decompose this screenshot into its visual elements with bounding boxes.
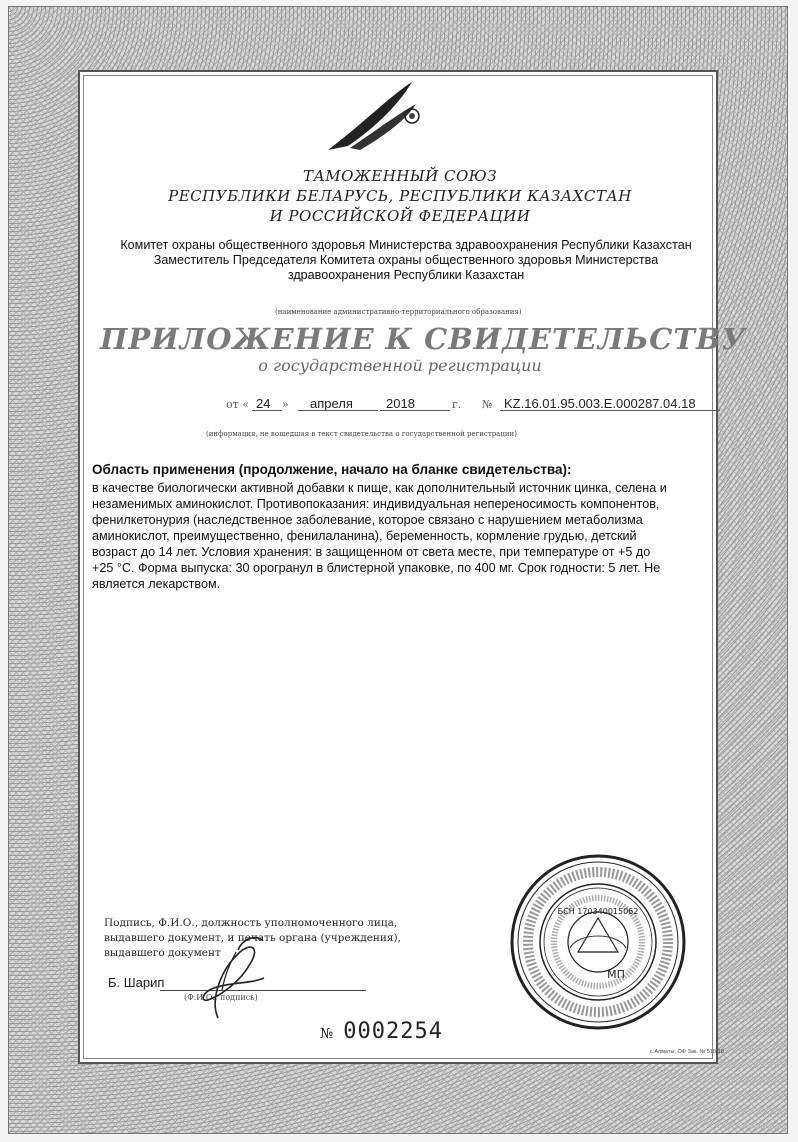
scope-line: незаменимых аминокислот. Противопоказания: индивидуальная непереносимость компонентов, xyxy=(92,497,660,511)
signature-field-caption: (Ф.И.О., подпись) xyxy=(184,993,258,1002)
registration-year: 2018 xyxy=(386,396,415,411)
month-underline xyxy=(298,410,378,411)
year-suffix: г. xyxy=(452,398,462,411)
registration-day: 24 xyxy=(256,396,271,411)
registration-month: апреля xyxy=(310,396,353,411)
handwritten-signature-icon xyxy=(180,930,280,1020)
committee-line-2: Заместитель Председателя Комитета охраны общественного здоровья Министерства xyxy=(153,253,659,267)
serial-value: 0002254 xyxy=(343,1019,443,1044)
scope-line: является лекарством. xyxy=(92,577,221,591)
number-underline xyxy=(500,410,720,411)
issuing-committee xyxy=(86,238,726,283)
day-underline xyxy=(252,410,282,411)
signer-name: Б. Шарип xyxy=(108,975,165,990)
signature-caption-line-3: выдавшего документ xyxy=(104,947,221,959)
scope-line: фенилкетонурия (наследственное заболевание, которое связано с нарушением метаболизма xyxy=(92,513,643,527)
date-from-label: от « xyxy=(226,398,249,411)
committee-line-3: здравоохранения Республики Казахстан xyxy=(287,268,525,282)
serial-number xyxy=(320,1018,443,1044)
year-underline xyxy=(380,410,450,411)
date-day-close: » xyxy=(282,398,289,411)
union-line-3: И РОССИЙСКОЙ ФЕДЕРАЦИИ xyxy=(269,207,531,225)
registration-number: KZ.16.01.95.003.Е.000287.04.18 xyxy=(504,396,696,411)
scope-line: в качестве биологически активной добавки к пище, как дополнительный источник цинка, селена и xyxy=(92,481,667,495)
document-subtitle: о государственной регистрации xyxy=(258,356,542,375)
signature-caption-line-2: выдавшего документ, и печать органа (учреждения), xyxy=(104,932,401,944)
registration-row xyxy=(200,394,720,414)
scope-line: аминокислот, преимущественно, фенилаланина), беременность, кормление грудью, детский xyxy=(92,529,637,543)
scope-line: +25 °С. Форма выпуска: 30 орогранул в блистерной упаковке, по 400 мг. Срок годности: 5 лет. Не xyxy=(92,561,661,575)
serial-label: № xyxy=(320,1026,334,1042)
seal-inner-code: БСН 170340015062 xyxy=(557,907,639,916)
scope-text xyxy=(92,480,722,592)
scope-heading: Область применения (продолжение, начало на бланке свидетельства): xyxy=(92,462,572,477)
customs-union-emblem-icon xyxy=(320,76,430,156)
customs-union-header xyxy=(100,166,700,226)
committee-line-1: Комитет охраны общественного здоровья Министерства здравоохранения Республики Казахстан xyxy=(120,238,692,252)
territory-caption: (наименование административно-территориального образования) xyxy=(275,308,522,316)
signature-caption-line-1: Подпись, Ф.И.О., должность уполномоченного лица, xyxy=(104,917,398,929)
scope-line: возраст до 14 лет. Условия хранения: в защищенном от света месте, при температуре от +5 до xyxy=(92,545,651,559)
info-caption: (информация, не вошедшая в текст свидетельства о государственной регистрации) xyxy=(206,430,517,438)
union-line-1: ТАМОЖЕННЫЙ СОЮЗ xyxy=(302,167,498,185)
seal-center-text: МП xyxy=(607,968,625,981)
printer-mark: г. Алматы, ОФ Зак. № 518-18 xyxy=(650,1049,724,1055)
document-title: ПРИЛОЖЕНИЕ К СВИДЕТЕЛЬСТВУ xyxy=(100,322,746,356)
number-label: № xyxy=(482,398,493,411)
union-line-2: РЕСПУБЛИКИ БЕЛАРУСЬ, РЕСПУБЛИКИ КАЗАХСТАН xyxy=(168,187,632,205)
official-seal-icon xyxy=(508,852,688,1032)
